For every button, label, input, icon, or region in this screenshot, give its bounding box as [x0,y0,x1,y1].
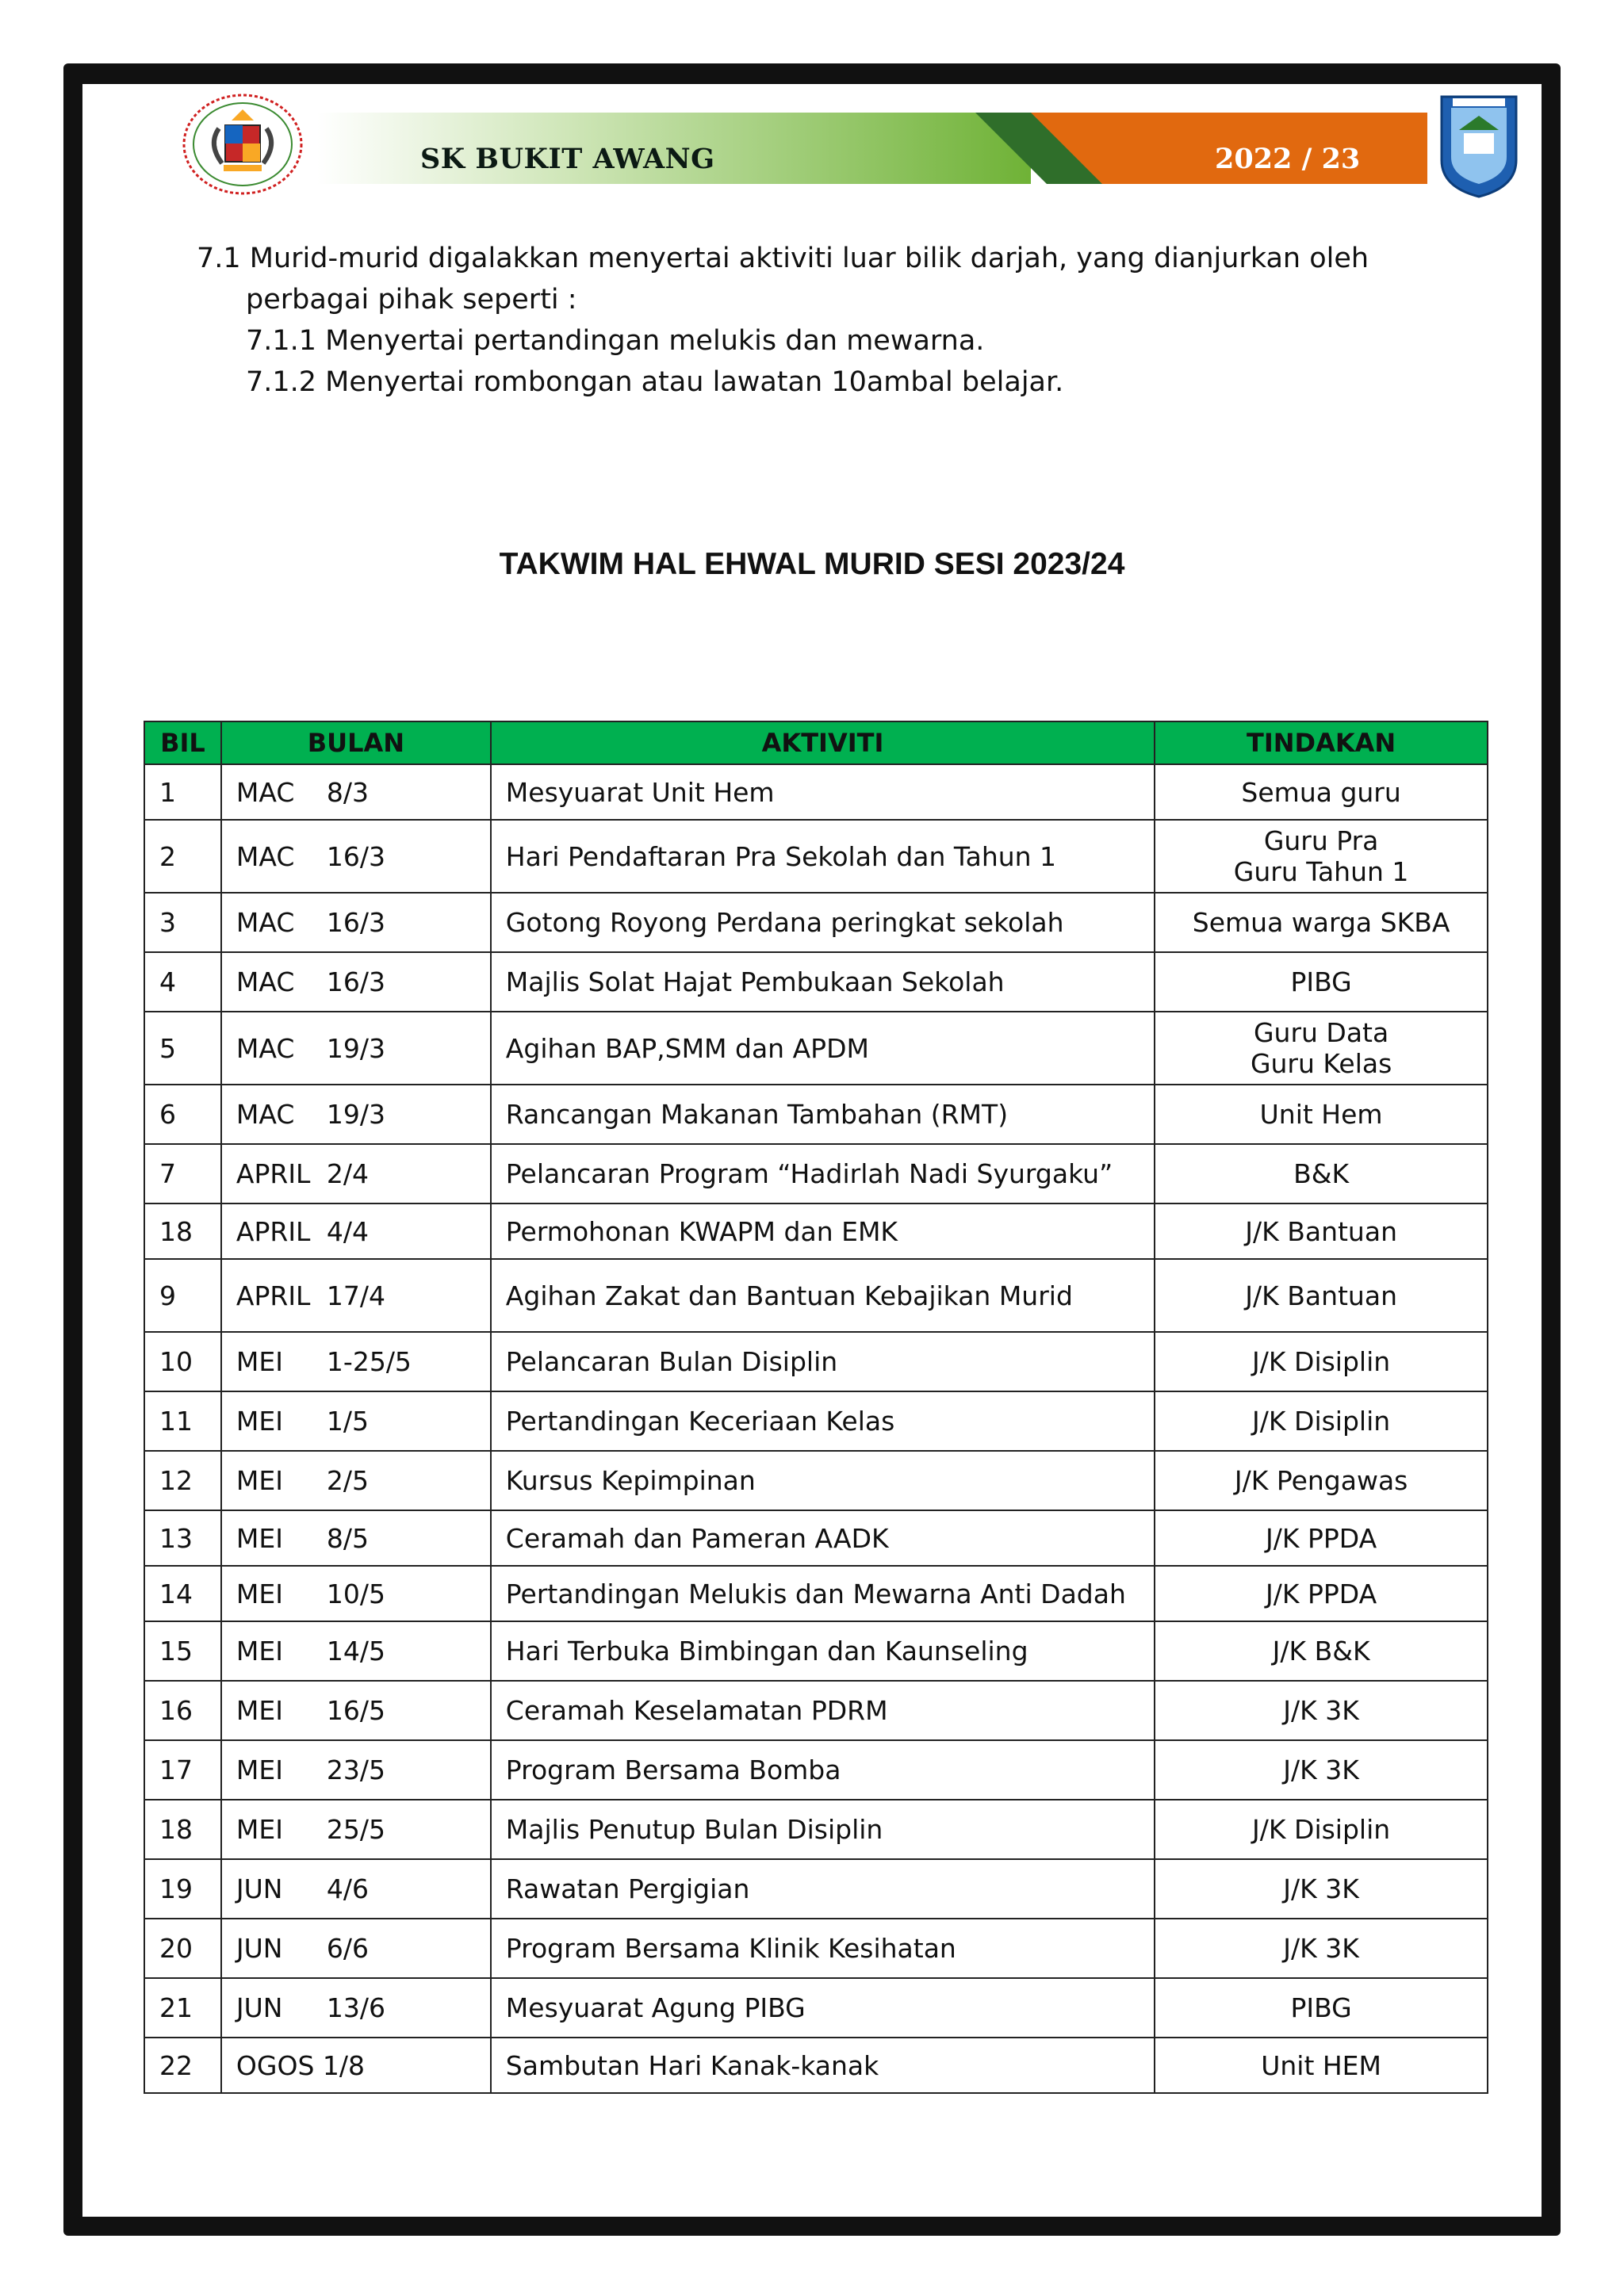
table-header-row [144,721,1488,764]
cell-tindakan [1155,1451,1488,1510]
cell-bulan [221,1859,491,1919]
cell-tindakan [1155,1978,1488,2038]
table-row [144,1259,1488,1332]
cell-month: MEI [236,1465,283,1496]
cell-bil: 19 [144,1859,221,1919]
cell-month: MAC [236,776,295,808]
action-line: J/K PPDA [1266,1578,1377,1609]
cell-bil: 5 [144,1012,221,1085]
cell-date: 16/3 [326,966,386,997]
cell-bulan [221,1510,491,1566]
cell-month: MEI [236,1814,283,1845]
table-row [144,893,1488,952]
cell-bulan [221,952,491,1012]
school-logo [1435,89,1522,198]
cell-date: 16/5 [326,1695,386,1726]
cell-month: MEI [236,1406,283,1437]
table-row [144,1332,1488,1391]
column-header-bil: BIL [144,721,221,764]
action-line: PIBG [1290,1992,1352,2023]
action-line: J/K 3K [1283,1873,1359,1904]
cell-bil: 13 [144,1510,221,1566]
action-line: J/K Bantuan [1245,1215,1397,1247]
action-line: Unit HEM [1261,2049,1382,2081]
action-line: Unit Hem [1259,1099,1383,1130]
table-row [144,1681,1488,1740]
cell-bil: 14 [144,1566,221,1621]
cell-aktiviti: Mesyuarat Unit Hem [491,764,1155,820]
table-row [144,1510,1488,1566]
cell-tindakan [1155,1919,1488,1978]
action-line: B&K [1293,1158,1350,1189]
cell-bil: 20 [144,1919,221,1978]
cell-aktiviti: Pertandingan Keceriaan Kelas [491,1391,1155,1451]
cell-tindakan [1155,1859,1488,1919]
cell-bulan [221,764,491,820]
cell-tindakan [1155,1621,1488,1681]
column-header-aktiviti: AKTIVITI [491,721,1155,764]
cell-tindakan [1155,952,1488,1012]
cell-bulan [221,1800,491,1859]
cell-bulan [221,2038,491,2093]
intro-line: perbagai pihak seperti : [246,284,577,316]
cell-bulan [221,1012,491,1085]
cell-month: JUN [236,1933,283,1964]
crest-logo [179,89,306,200]
action-line: J/K Disiplin [1252,1346,1391,1377]
cell-month: MAC [236,907,295,938]
cell-aktiviti: Program Bersama Klinik Kesihatan [491,1919,1155,1978]
table-row [144,1144,1488,1203]
action-line: J/K 3K [1283,1755,1359,1785]
cell-bil: 17 [144,1740,221,1800]
action-line: Guru Kelas [1250,1048,1392,1079]
cell-date: 13/6 [326,1992,386,2023]
action-line: J/K Pengawas [1234,1465,1408,1496]
table-row [144,820,1488,893]
cell-aktiviti: Permohonan KWAPM dan EMK [491,1203,1155,1259]
table-row [144,1978,1488,2038]
intro-text [197,238,1369,403]
cell-aktiviti: Majlis Solat Hajat Pembukaan Sekolah [491,952,1155,1012]
cell-month: OGOS 1/8 [236,2049,365,2081]
intro-line: 7.1 Murid-murid digalakkan menyertai aktiviti luar bilik darjah, yang dianjurkan oleh [197,243,1369,274]
cell-tindakan [1155,1085,1488,1144]
cell-tindakan [1155,2038,1488,2093]
cell-aktiviti: Program Bersama Bomba [491,1740,1155,1800]
cell-bil: 16 [144,1681,221,1740]
cell-tindakan [1155,764,1488,820]
action-line: J/K Bantuan [1245,1280,1397,1311]
cell-bil: 12 [144,1451,221,1510]
cell-bulan [221,820,491,893]
cell-tindakan [1155,1800,1488,1859]
cell-date: 16/3 [326,840,386,872]
cell-tindakan [1155,820,1488,893]
cell-tindakan [1155,1510,1488,1566]
cell-month: MEI [236,1346,283,1377]
cell-bil: 6 [144,1085,221,1144]
cell-month: APRIL [236,1280,311,1311]
cell-month: APRIL [236,1158,311,1189]
action-line: J/K 3K [1283,1695,1359,1726]
cell-date: 8/5 [326,1522,370,1554]
cell-month: MAC [236,966,295,997]
schedule-table [144,721,1488,2094]
cell-bulan [221,1740,491,1800]
table-row [144,1203,1488,1259]
table-row [144,1566,1488,1621]
cell-date: 19/3 [326,1032,386,1064]
cell-bulan [221,1391,491,1451]
cell-bulan [221,1144,491,1203]
cell-bil: 3 [144,893,221,952]
cell-date: 8/3 [326,776,370,808]
cell-aktiviti: Hari Pendaftaran Pra Sekolah dan Tahun 1 [491,820,1155,893]
cell-aktiviti: Sambutan Hari Kanak-kanak [491,2038,1155,2093]
cell-bil: 7 [144,1144,221,1203]
cell-tindakan [1155,1332,1488,1391]
cell-aktiviti: Gotong Royong Perdana peringkat sekolah [491,893,1155,952]
cell-month: MEI [236,1578,283,1609]
cell-tindakan [1155,1391,1488,1451]
cell-date: 4/6 [326,1873,370,1904]
cell-date: 2/4 [326,1158,370,1189]
table-row [144,764,1488,820]
cell-aktiviti: Pertandingan Melukis dan Mewarna Anti Dadah [491,1566,1155,1621]
cell-bulan [221,1566,491,1621]
cell-month: MEI [236,1636,283,1667]
cell-date: 25/5 [326,1814,386,1845]
cell-date: 14/5 [326,1636,386,1667]
cell-date: 19/3 [326,1099,386,1130]
session-year: 2022 / 23 [1215,143,1361,175]
action-line: Guru Tahun 1 [1233,856,1409,887]
cell-bil: 15 [144,1621,221,1681]
cell-tindakan [1155,1566,1488,1621]
cell-date: 16/3 [326,907,386,938]
cell-aktiviti: Hari Terbuka Bimbingan dan Kaunseling [491,1621,1155,1681]
cell-month: MEI [236,1522,283,1554]
cell-aktiviti: Ceramah Keselamatan PDRM [491,1681,1155,1740]
cell-tindakan [1155,1259,1488,1332]
table-body [144,764,1488,2093]
table-row [144,1085,1488,1144]
cell-bulan [221,1332,491,1391]
cell-aktiviti: Ceramah dan Pameran AADK [491,1510,1155,1566]
table-row [144,1919,1488,1978]
cell-bulan [221,1978,491,2038]
column-header-tindakan: TINDAKAN [1155,721,1488,764]
action-line: Guru Data [1253,1017,1389,1048]
cell-bil: 21 [144,1978,221,2038]
cell-month: MEI [236,1755,283,1785]
action-line: J/K PPDA [1266,1522,1377,1554]
cell-month: APRIL [236,1215,311,1247]
cell-tindakan [1155,1740,1488,1800]
cell-tindakan [1155,1144,1488,1203]
action-line: J/K Disiplin [1252,1814,1391,1845]
cell-bulan [221,1203,491,1259]
table-row [144,1451,1488,1510]
table-row [144,1740,1488,1800]
cell-bil: 1 [144,764,221,820]
cell-bulan [221,1451,491,1510]
cell-bil: 4 [144,952,221,1012]
action-line: J/K 3K [1283,1933,1359,1964]
column-header-bulan: BULAN [221,721,491,764]
cell-bulan [221,1085,491,1144]
cell-bil: 18 [144,1800,221,1859]
table-row [144,952,1488,1012]
cell-aktiviti: Majlis Penutup Bulan Disiplin [491,1800,1155,1859]
cell-month: MEI [236,1695,283,1726]
cell-date: 1-25/5 [326,1346,412,1377]
cell-month: MAC [236,840,295,872]
school-name: SK BUKIT AWANG [420,143,715,175]
cell-bil: 9 [144,1259,221,1332]
cell-bulan [221,1919,491,1978]
table-row [144,2038,1488,2093]
intro-line: 7.1.2 Menyertai rombongan atau lawatan 10ambal belajar. [246,366,1064,398]
cell-tindakan [1155,893,1488,952]
table-row [144,1621,1488,1681]
cell-tindakan [1155,1681,1488,1740]
action-line: Semua guru [1241,776,1401,808]
cell-date: 17/4 [326,1280,386,1311]
cell-month: MAC [236,1032,295,1064]
cell-date: 10/5 [326,1578,386,1609]
cell-bil: 10 [144,1332,221,1391]
cell-date: 6/6 [326,1933,370,1964]
cell-aktiviti: Mesyuarat Agung PIBG [491,1978,1155,2038]
table-row [144,1012,1488,1085]
cell-bulan [221,1259,491,1332]
cell-date: 23/5 [326,1755,386,1785]
cell-month: MAC [236,1099,295,1130]
table-row [144,1859,1488,1919]
cell-bulan [221,893,491,952]
cell-month: JUN [236,1873,283,1904]
cell-date: 2/5 [326,1465,370,1496]
cell-tindakan [1155,1203,1488,1259]
cell-aktiviti: Pelancaran Program “Hadirlah Nadi Syurgaku” [491,1144,1155,1203]
action-line: J/K B&K [1272,1636,1370,1667]
cell-bulan [221,1621,491,1681]
cell-aktiviti: Rawatan Pergigian [491,1859,1155,1919]
cell-aktiviti: Kursus Kepimpinan [491,1451,1155,1510]
cell-bulan [221,1681,491,1740]
table-row [144,1391,1488,1451]
cell-tindakan [1155,1012,1488,1085]
cell-aktiviti: Agihan BAP,SMM dan APDM [491,1012,1155,1085]
cell-bil: 11 [144,1391,221,1451]
action-line: J/K Disiplin [1252,1406,1391,1437]
intro-line: 7.1.1 Menyertai pertandingan melukis dan mewarna. [246,325,985,357]
cell-aktiviti: Pelancaran Bulan Disiplin [491,1332,1155,1391]
cell-aktiviti: Rancangan Makanan Tambahan (RMT) [491,1085,1155,1144]
cell-bil: 2 [144,820,221,893]
action-line: PIBG [1290,966,1352,997]
action-line: Semua warga SKBA [1192,907,1450,938]
action-line: Guru Pra [1263,825,1379,856]
cell-date: 1/5 [326,1406,370,1437]
cell-bil: 18 [144,1203,221,1259]
page-title: TAKWIM HAL EHWAL MURID SESI 2023/24 [499,547,1125,581]
table-row [144,1800,1488,1859]
cell-month: JUN [236,1992,283,2023]
cell-bil: 22 [144,2038,221,2093]
cell-aktiviti: Agihan Zakat dan Bantuan Kebajikan Murid [491,1259,1155,1332]
cell-date: 4/4 [326,1215,370,1247]
